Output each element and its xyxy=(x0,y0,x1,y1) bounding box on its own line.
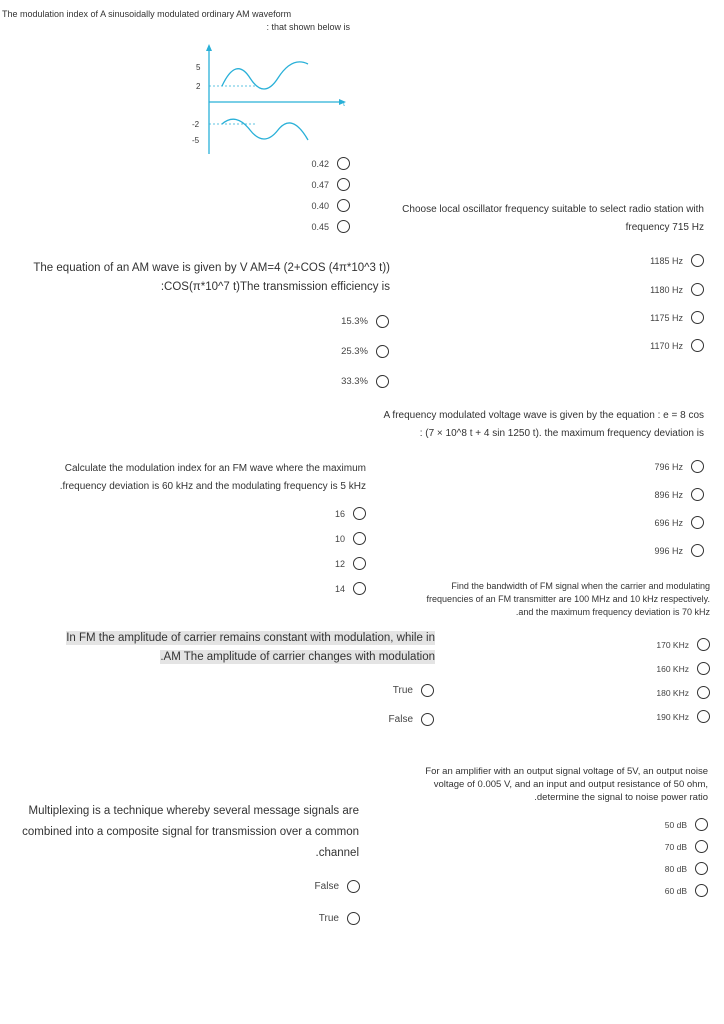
question-4-line-2: : (7 × 10^8 t + 4 sin 1250 t). the maximum frequency deviation is xyxy=(419,428,704,439)
question-6-line-3: .and the maximum frequency deviation is 70 kHz xyxy=(515,607,710,617)
q5-option-4-label: 14 xyxy=(334,583,345,594)
q6-option-3[interactable] xyxy=(600,686,710,699)
q8-option-2-label: 70 dB xyxy=(664,841,687,852)
question-2-text xyxy=(360,201,704,237)
q5-option-4[interactable] xyxy=(300,582,366,595)
q1-option-4-radio[interactable] xyxy=(337,220,350,233)
q3-option-3[interactable] xyxy=(300,375,389,388)
y-tick-neg5: -5 xyxy=(192,136,200,145)
y-tick-2: 2 xyxy=(196,82,201,91)
q4-option-2-label: 896 Hz xyxy=(654,489,683,500)
q4-option-1[interactable] xyxy=(600,460,704,473)
q6-option-2-label: 160 KHz xyxy=(656,663,689,674)
q3-option-1-radio[interactable] xyxy=(376,315,389,328)
question-6-line-2: frequencies of an FM transmitter are 100 MHz and 10 kHz respectively. xyxy=(426,594,710,604)
q8-option-1-radio[interactable] xyxy=(695,818,708,831)
q4-option-4[interactable] xyxy=(600,544,704,557)
q2-option-2[interactable] xyxy=(600,283,704,296)
q2-option-2-radio[interactable] xyxy=(691,283,704,296)
q1-option-3[interactable] xyxy=(280,199,350,212)
q8-option-4[interactable] xyxy=(600,884,708,897)
q6-option-4-label: 190 KHz xyxy=(656,711,689,722)
q9-option-1-radio[interactable] xyxy=(347,880,360,893)
question-3-text xyxy=(10,259,390,297)
q3-option-2-radio[interactable] xyxy=(376,345,389,358)
question-1-line-1: The modulation index of A sinusoidally modulated ordinary AM waveform xyxy=(2,9,292,19)
q8-option-2[interactable] xyxy=(600,840,708,853)
q1-option-2-label: 0.47 xyxy=(311,179,329,190)
question-4-line-1: A frequency modulated voltage wave is given by the equation : e = 8 cos xyxy=(383,410,704,421)
question-1-line-2: : that shown below is xyxy=(266,22,350,32)
question-8-text xyxy=(345,765,708,804)
q6-option-4[interactable] xyxy=(600,710,710,723)
y-tick-neg2: -2 xyxy=(192,120,200,129)
q8-option-3-label: 80 dB xyxy=(664,863,687,874)
q1-option-3-label: 0.40 xyxy=(311,200,329,211)
q2-option-4-label: 1170 Hz xyxy=(650,340,683,351)
q4-option-2[interactable] xyxy=(600,488,704,501)
q1-option-2-radio[interactable] xyxy=(337,178,350,191)
q1-option-4[interactable] xyxy=(280,220,350,233)
q5-option-1-label: 16 xyxy=(334,508,345,519)
q2-option-4-radio[interactable] xyxy=(691,339,704,352)
question-8-line-3: .determine the signal to noise power ratio xyxy=(534,792,708,803)
q4-option-3-label: 696 Hz xyxy=(654,517,683,528)
q9-option-2[interactable] xyxy=(280,912,360,925)
q8-option-1-label: 50 dB xyxy=(664,819,687,830)
x-axis-label: t xyxy=(343,101,345,108)
am-waveform-figure xyxy=(190,42,360,157)
question-4-text xyxy=(330,407,704,443)
q3-option-1-label: 15.3% xyxy=(341,316,368,327)
q1-option-4-label: 0.45 xyxy=(311,221,329,232)
q5-option-2-radio[interactable] xyxy=(353,532,366,545)
question-6-text xyxy=(360,580,710,619)
q6-option-3-label: 180 KHz xyxy=(656,687,689,698)
question-6-line-1: Find the bandwidth of FM signal when the carrier and modulating xyxy=(451,581,710,591)
q5-option-2[interactable] xyxy=(300,532,366,545)
question-7-text xyxy=(30,629,435,667)
y-tick-5: 5 xyxy=(196,63,201,72)
question-5-line-1: Calculate the modulation index for an FM wave where the maximum xyxy=(64,463,366,474)
q9-option-1-label: False xyxy=(314,881,339,892)
q7-option-1-label: True xyxy=(392,685,413,696)
question-1-text xyxy=(2,8,362,34)
q7-option-2[interactable] xyxy=(360,713,434,726)
q6-option-4-radio[interactable] xyxy=(697,710,710,723)
question-3-line-1: The equation of an AM wave is given by V AM=4 (2+COS (4π*10^3 t)) xyxy=(33,262,390,274)
q8-option-2-radio[interactable] xyxy=(695,840,708,853)
q2-option-1-label: 1185 Hz xyxy=(650,255,683,266)
q5-option-3-label: 12 xyxy=(334,558,345,569)
question-2-line-2: frequency 715 Hz xyxy=(625,222,704,233)
question-3-line-2: :COS(π*10^7 t)The transmission efficiency is xyxy=(160,281,390,293)
q4-option-4-label: 996 Hz xyxy=(654,545,683,556)
q3-option-3-radio[interactable] xyxy=(376,375,389,388)
question-7-line-1: In FM the amplitude of carrier remains constant with modulation, while in xyxy=(66,632,435,644)
q8-option-4-radio[interactable] xyxy=(695,884,708,897)
q7-option-1-radio[interactable] xyxy=(421,684,434,697)
q9-option-2-radio[interactable] xyxy=(347,912,360,925)
question-5-line-2: .frequency deviation is 60 kHz and the modulating frequency is 5 kHz xyxy=(59,481,366,492)
q6-option-1-label: 170 KHz xyxy=(656,639,689,650)
q2-option-3-label: 1175 Hz xyxy=(650,312,683,323)
q8-option-3-radio[interactable] xyxy=(695,862,708,875)
q2-option-1-radio[interactable] xyxy=(691,254,704,267)
q9-option-1[interactable] xyxy=(280,880,360,893)
question-9-line-1: Multiplexing is a technique whereby several message signals are xyxy=(28,805,359,817)
q4-option-1-radio[interactable] xyxy=(691,460,704,473)
q4-option-2-radio[interactable] xyxy=(691,488,704,501)
q6-option-2[interactable] xyxy=(600,662,710,675)
q4-option-3-radio[interactable] xyxy=(691,516,704,529)
upper-envelope xyxy=(222,62,308,89)
q2-option-1[interactable] xyxy=(600,254,704,267)
q4-option-1-label: 796 Hz xyxy=(654,461,683,472)
q7-option-1[interactable] xyxy=(360,684,434,697)
q9-option-2-label: True xyxy=(318,913,339,924)
q1-option-1[interactable] xyxy=(280,157,350,170)
q2-option-4[interactable] xyxy=(600,339,704,352)
q2-option-3-radio[interactable] xyxy=(691,311,704,324)
q3-option-2[interactable] xyxy=(300,345,389,358)
q5-option-3-radio[interactable] xyxy=(353,557,366,570)
q3-option-2-label: 25.3% xyxy=(341,346,368,357)
q1-option-3-radio[interactable] xyxy=(337,199,350,212)
q3-option-3-label: 33.3% xyxy=(341,376,368,387)
lower-envelope xyxy=(222,119,308,140)
q8-option-1[interactable] xyxy=(600,818,708,831)
q2-option-3[interactable] xyxy=(600,311,704,324)
q6-option-1[interactable] xyxy=(600,638,710,651)
q4-option-3[interactable] xyxy=(600,516,704,529)
q5-option-1-radio[interactable] xyxy=(353,507,366,520)
q2-option-2-label: 1180 Hz xyxy=(650,284,683,295)
q6-option-2-radio[interactable] xyxy=(697,662,710,675)
question-7-line-2: .AM The amplitude of carrier changes with modulation xyxy=(160,651,435,663)
q5-option-2-label: 10 xyxy=(334,533,345,544)
question-2-line-1: Choose local oscillator frequency suitable to select radio station with xyxy=(402,204,704,215)
q1-option-1-label: 0.42 xyxy=(311,158,329,169)
q8-option-3[interactable] xyxy=(600,862,708,875)
y-axis-arrow xyxy=(206,44,212,51)
question-8-line-2: voltage of 0.005 V, and an input and output resistance of 50 ohm, xyxy=(433,779,708,790)
q7-option-2-label: False xyxy=(388,714,413,725)
q1-option-1-radio[interactable] xyxy=(337,157,350,170)
question-5-text xyxy=(6,460,366,496)
q3-option-1[interactable] xyxy=(300,315,389,328)
q4-option-4-radio[interactable] xyxy=(691,544,704,557)
q8-option-4-label: 60 dB xyxy=(664,885,687,896)
question-9-text xyxy=(10,801,359,864)
question-9-line-2: combined into a composite signal for transmission over a common xyxy=(22,826,359,838)
question-9-line-3: .channel xyxy=(315,847,359,859)
question-8-line-1: For an amplifier with an output signal voltage of 5V, an output noise xyxy=(425,766,708,777)
q1-option-2[interactable] xyxy=(280,178,350,191)
q7-option-2-radio[interactable] xyxy=(421,713,434,726)
q6-option-3-radio[interactable] xyxy=(697,686,710,699)
q5-option-3[interactable] xyxy=(300,557,366,570)
q6-option-1-radio[interactable] xyxy=(697,638,710,651)
q5-option-1[interactable] xyxy=(300,507,366,520)
